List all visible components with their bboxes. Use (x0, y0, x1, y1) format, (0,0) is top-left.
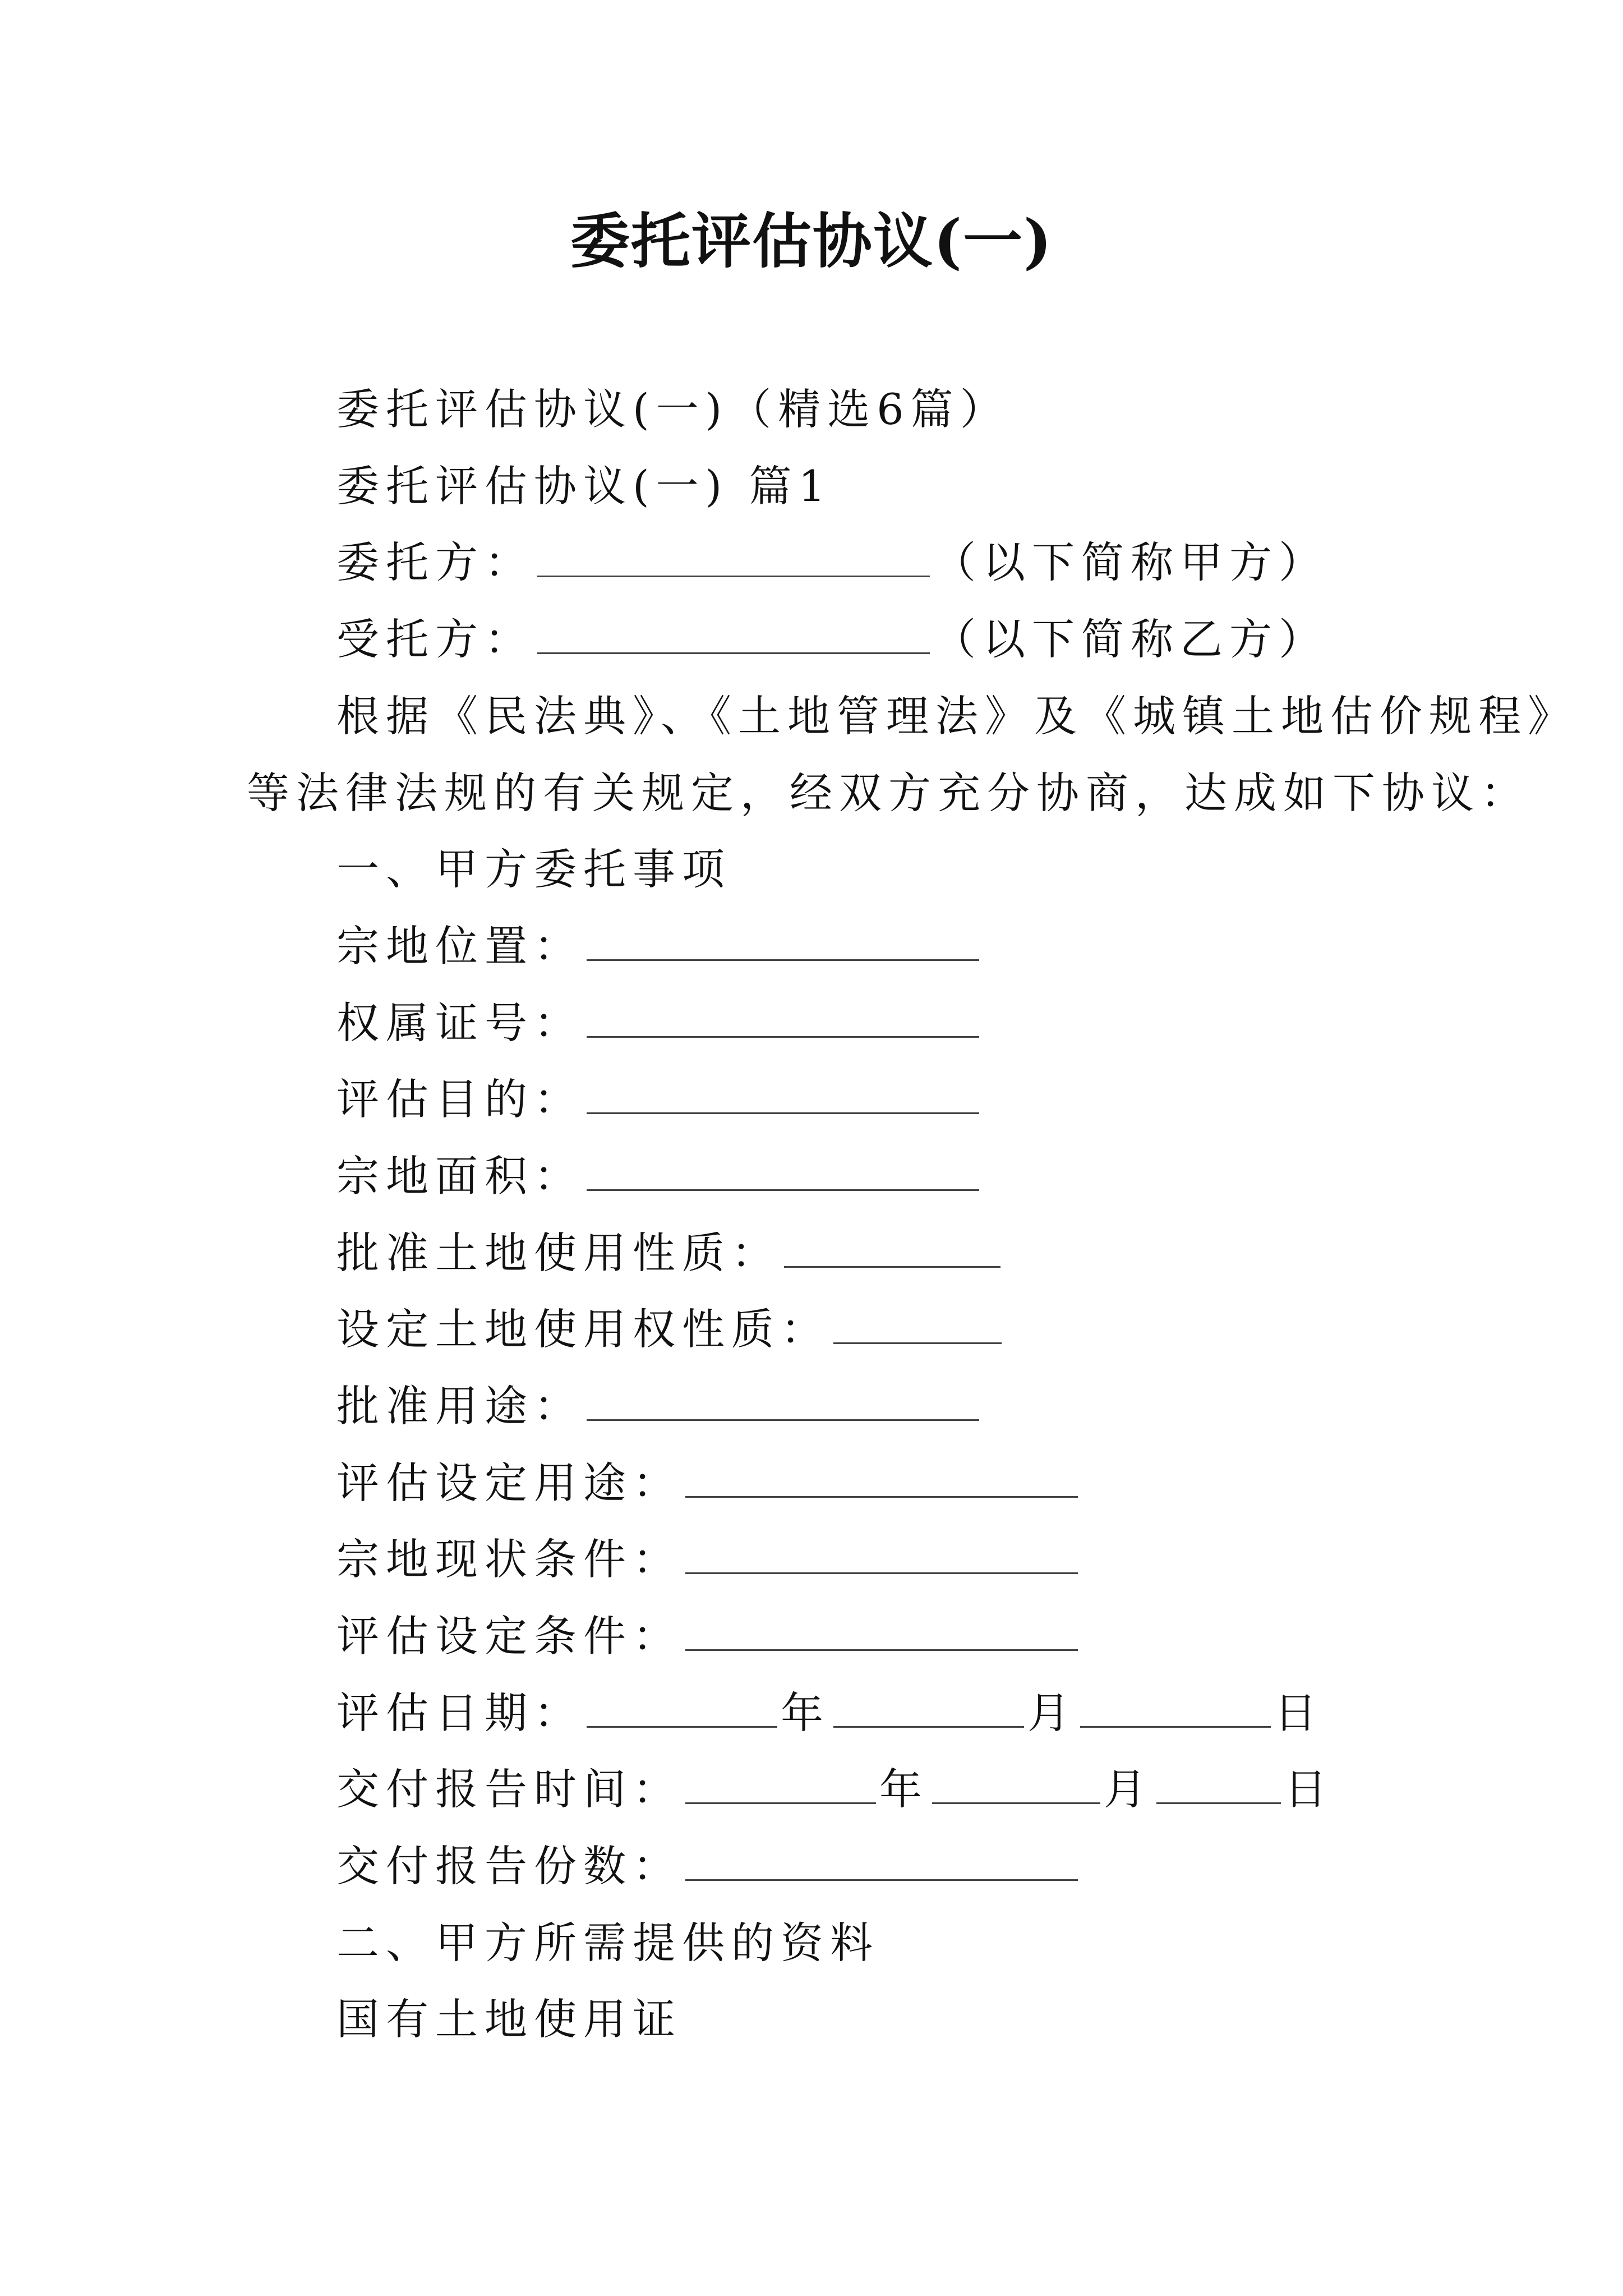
eval-date-day-blank (1080, 1687, 1271, 1728)
client-label: 委托方： (336, 537, 534, 587)
field-location-blank (587, 920, 979, 961)
field-area-label: 宗地面积： (336, 1151, 583, 1201)
delivery-time-label: 交付报告时间： (336, 1764, 682, 1814)
eval-date-line (336, 1685, 1324, 1741)
field-set-use (336, 1455, 1081, 1511)
subtitle: 委托评估协议(一)（精选6篇） (336, 384, 1009, 434)
eval-date-month-unit: 月 (1027, 1688, 1077, 1738)
report-copies-line (336, 1838, 1081, 1894)
field-location (336, 918, 983, 974)
field-area-blank (587, 1150, 979, 1191)
preamble-line-1: 根据《民法典》、《土地管理法》及《城镇土地估价规程》 (336, 691, 1577, 741)
preamble-line-2: 等法律法规的有关规定，经双方充分协商，达成如下协议： (247, 768, 1530, 818)
trustee-line (336, 611, 1328, 668)
field-current-condition (336, 1531, 1081, 1588)
trustee-note: （以下简称乙方） (933, 614, 1328, 664)
delivery-time-month-unit: 月 (1104, 1764, 1153, 1814)
field-certificate-label: 权属证号： (336, 998, 583, 1048)
item-land-certificate: 国有土地使用证 (336, 1994, 682, 2044)
document-title: 委托评估协议(一) (570, 206, 1053, 276)
field-set-condition-label: 评估设定条件： (336, 1611, 682, 1661)
eval-date-label: 评估日期： (336, 1688, 583, 1738)
field-set-use-blank (685, 1457, 1078, 1498)
field-set-condition (336, 1608, 1081, 1664)
client-line (336, 535, 1328, 591)
field-current-condition-blank (685, 1533, 1078, 1574)
section1-heading: 一、甲方委托事项 (336, 844, 731, 894)
field-approved-use (336, 1378, 983, 1434)
field-purpose-blank (587, 1073, 979, 1114)
field-purpose-label: 评估目的： (336, 1074, 583, 1124)
field-set-right-nature-label: 设定土地使用权性质： (336, 1304, 830, 1354)
field-location-label: 宗地位置： (336, 921, 583, 971)
eval-date-month-blank (833, 1687, 1024, 1728)
field-area (336, 1148, 983, 1204)
section2-heading: 二、甲方所需提供的资料 (336, 1918, 879, 1968)
eval-date-day-unit: 日 (1274, 1688, 1324, 1738)
delivery-time-day-blank (1156, 1763, 1281, 1804)
report-copies-label: 交付报告份数： (336, 1841, 682, 1891)
client-note: （以下简称甲方） (933, 537, 1328, 587)
report-copies-blank (685, 1840, 1078, 1881)
trustee-label: 受托方： (336, 614, 534, 664)
section-heading: 委托评估协议(一) 篇1 (336, 461, 832, 511)
eval-date-year-unit: 年 (781, 1688, 830, 1738)
field-current-condition-label: 宗地现状条件： (336, 1534, 682, 1584)
trustee-blank (537, 613, 930, 654)
field-set-condition-blank (685, 1610, 1078, 1651)
delivery-time-year-blank (685, 1763, 876, 1804)
delivery-time-month-blank (932, 1763, 1100, 1804)
field-certificate (336, 995, 983, 1051)
field-certificate-blank (587, 997, 979, 1038)
field-approved-use-label: 批准用途： (336, 1381, 583, 1431)
field-approved-use-blank (587, 1380, 979, 1421)
field-set-use-label: 评估设定用途： (336, 1458, 682, 1508)
field-purpose (336, 1071, 983, 1128)
eval-date-year-blank (587, 1687, 777, 1728)
delivery-time-year-unit: 年 (879, 1764, 929, 1814)
field-approved-nature-blank (784, 1227, 1000, 1268)
delivery-time-day-unit: 日 (1284, 1764, 1334, 1814)
field-approved-nature (336, 1225, 1004, 1281)
field-set-right-nature-blank (833, 1303, 1002, 1344)
client-blank (537, 536, 930, 577)
delivery-time-line (336, 1761, 1334, 1818)
field-set-right-nature (336, 1301, 1005, 1358)
field-approved-nature-label: 批准土地使用性质： (336, 1228, 781, 1278)
